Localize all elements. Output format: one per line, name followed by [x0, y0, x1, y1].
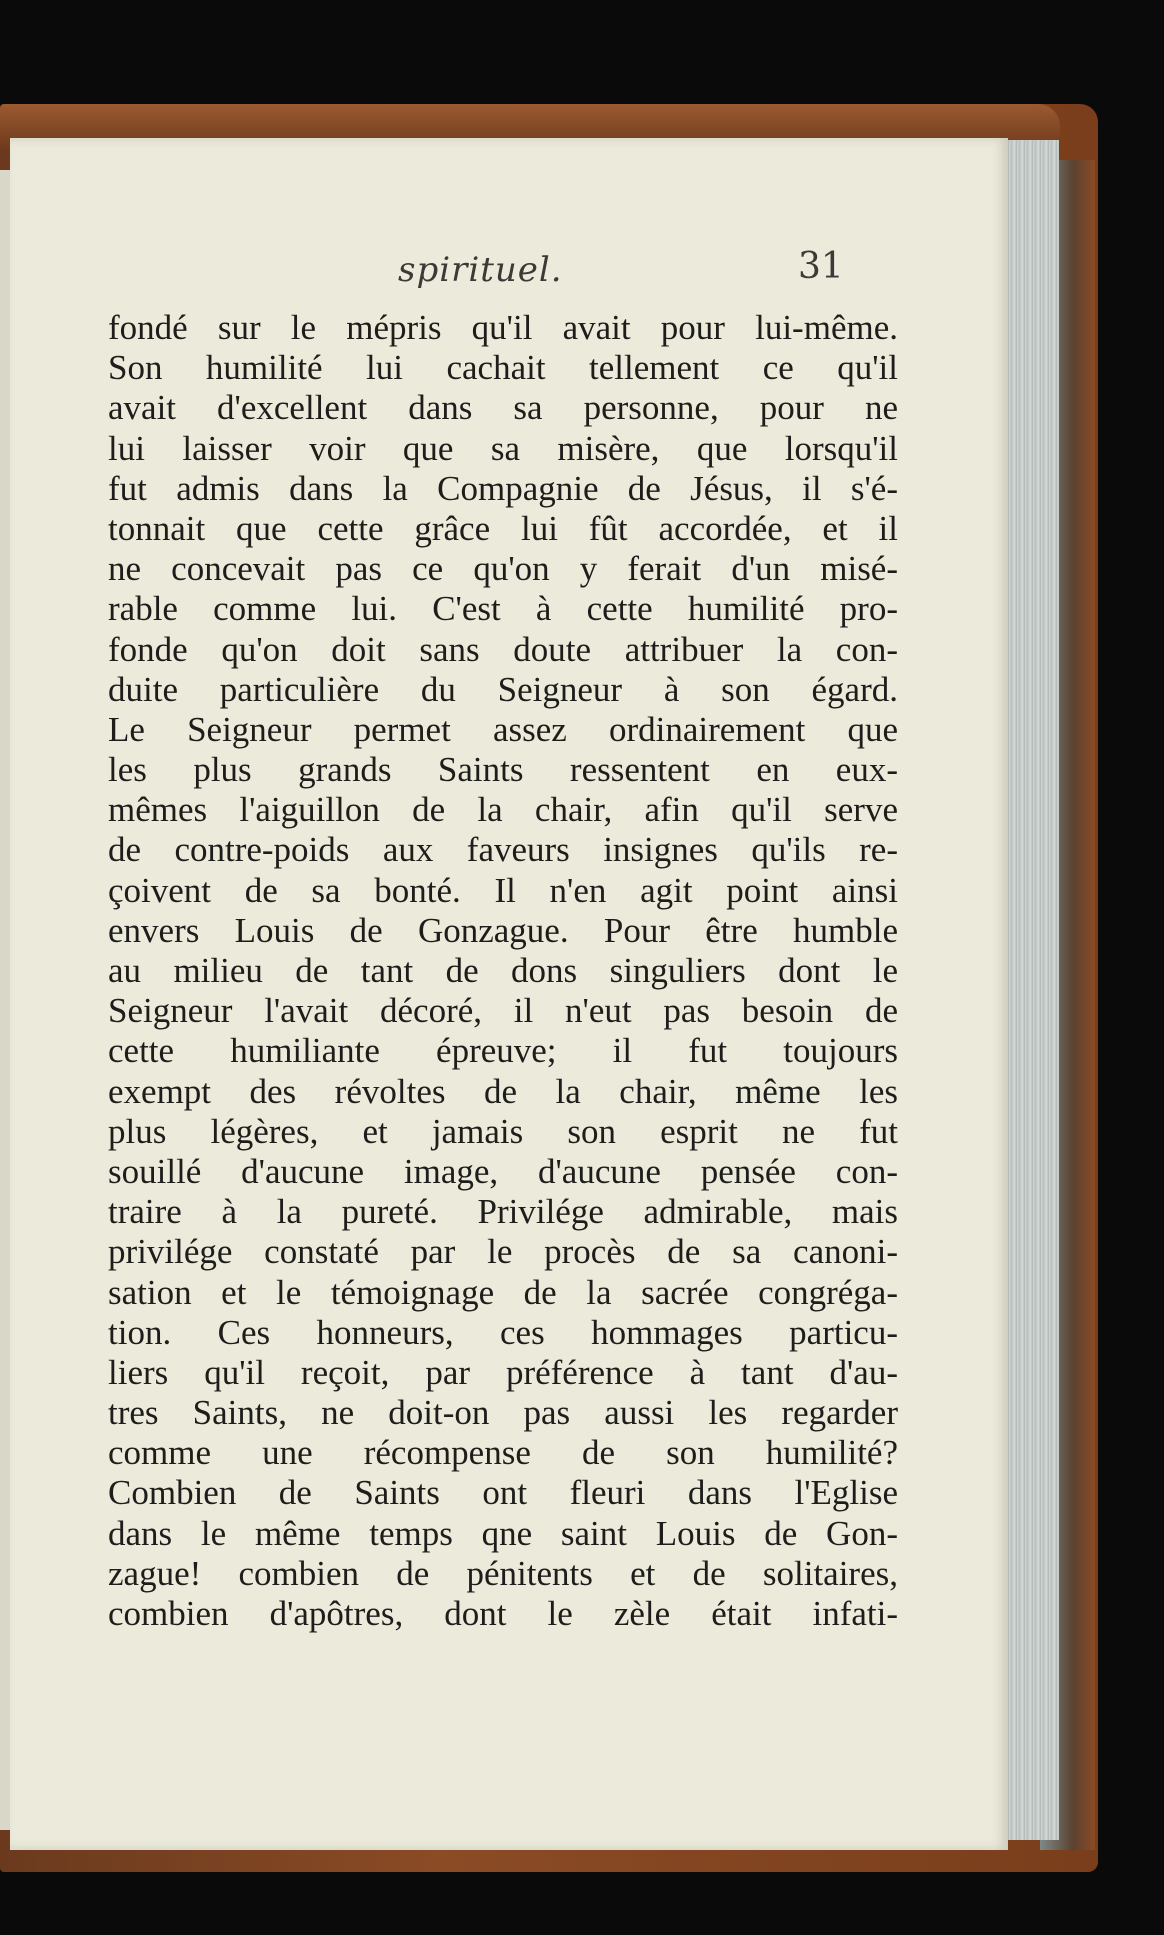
- text-line: Combien de Saints ont fleuri dans l'Eglise: [108, 1473, 898, 1513]
- text-line: rable comme lui. C'est à cette humilité pro-: [108, 589, 898, 629]
- text-line: fut admis dans la Compagnie de Jésus, il s'é-: [108, 468, 898, 508]
- text-line: avait d'excellent dans sa personne, pour ne: [108, 388, 898, 428]
- page-edges: [1000, 140, 1059, 1840]
- text-line: de contre-poids aux faveurs insignes qu'ils re-: [108, 830, 898, 870]
- text-line: comme une récompense de son humilité?: [108, 1433, 898, 1473]
- text-line: mêmes l'aiguillon de la chair, afin qu'il serve: [108, 790, 898, 830]
- text-line: duite particulière du Seigneur à son égard.: [108, 669, 898, 709]
- text-line: sation et le témoignage de la sacrée congréga-: [108, 1272, 898, 1312]
- text-line: lui laisser voir que sa misère, que lorsqu'il: [108, 428, 898, 468]
- text-line: Le Seigneur permet assez ordinairement que: [108, 709, 898, 749]
- text-line: privilége constaté par le procès de sa canoni-: [108, 1232, 898, 1272]
- text-line: souillé d'aucune image, d'aucune pensée con-: [108, 1151, 898, 1191]
- text-line: ne concevait pas ce qu'on y ferait d'un misé-: [108, 549, 898, 589]
- text-line: Son humilité lui cachait tellement ce qu'il: [108, 348, 898, 388]
- text-line: tion. Ces honneurs, ces hommages particu-: [108, 1312, 898, 1352]
- text-line: au milieu de tant de dons singuliers dont le: [108, 951, 898, 990]
- text-line: cette humiliante épreuve; il fut toujours: [108, 1031, 898, 1071]
- text-line: zague! combien de pénitents et de solitaires,: [108, 1553, 898, 1593]
- text-line: exempt des révoltes de la chair, même les: [108, 1071, 898, 1111]
- text-line: fondé sur le mépris qu'il avait pour lui-même.: [108, 308, 898, 347]
- text-line: fonde qu'on doit sans doute attribuer la con-: [108, 629, 898, 669]
- text-line: envers Louis de Gonzague. Pour être humble: [108, 910, 898, 950]
- running-head: spirituel.: [398, 250, 563, 290]
- text-line: tonnait que cette grâce lui fût accordée, et il: [108, 508, 898, 548]
- text-line: liers qu'il reçoit, par préférence à tant d'au-: [108, 1352, 898, 1392]
- page-number: 31: [798, 246, 844, 287]
- text-line: traire à la pureté. Privilége admirable, mais: [108, 1192, 898, 1232]
- text-line: çoivent de sa bonté. Il n'en agit point ainsi: [108, 870, 898, 910]
- text-line: dans le même temps qne saint Louis de Gon-: [108, 1513, 898, 1553]
- text-line: les plus grands Saints ressentent en eux-: [108, 750, 898, 790]
- text-line: tres Saints, ne doit-on pas aussi les regarder: [108, 1393, 898, 1433]
- text-line: Seigneur l'avait décoré, il n'eut pas besoin de: [108, 991, 898, 1031]
- text-line: plus légères, et jamais son esprit ne fut: [108, 1111, 898, 1151]
- body-text: [108, 308, 898, 1634]
- text-line: combien d'apôtres, dont le zèle était infati-: [108, 1594, 898, 1633]
